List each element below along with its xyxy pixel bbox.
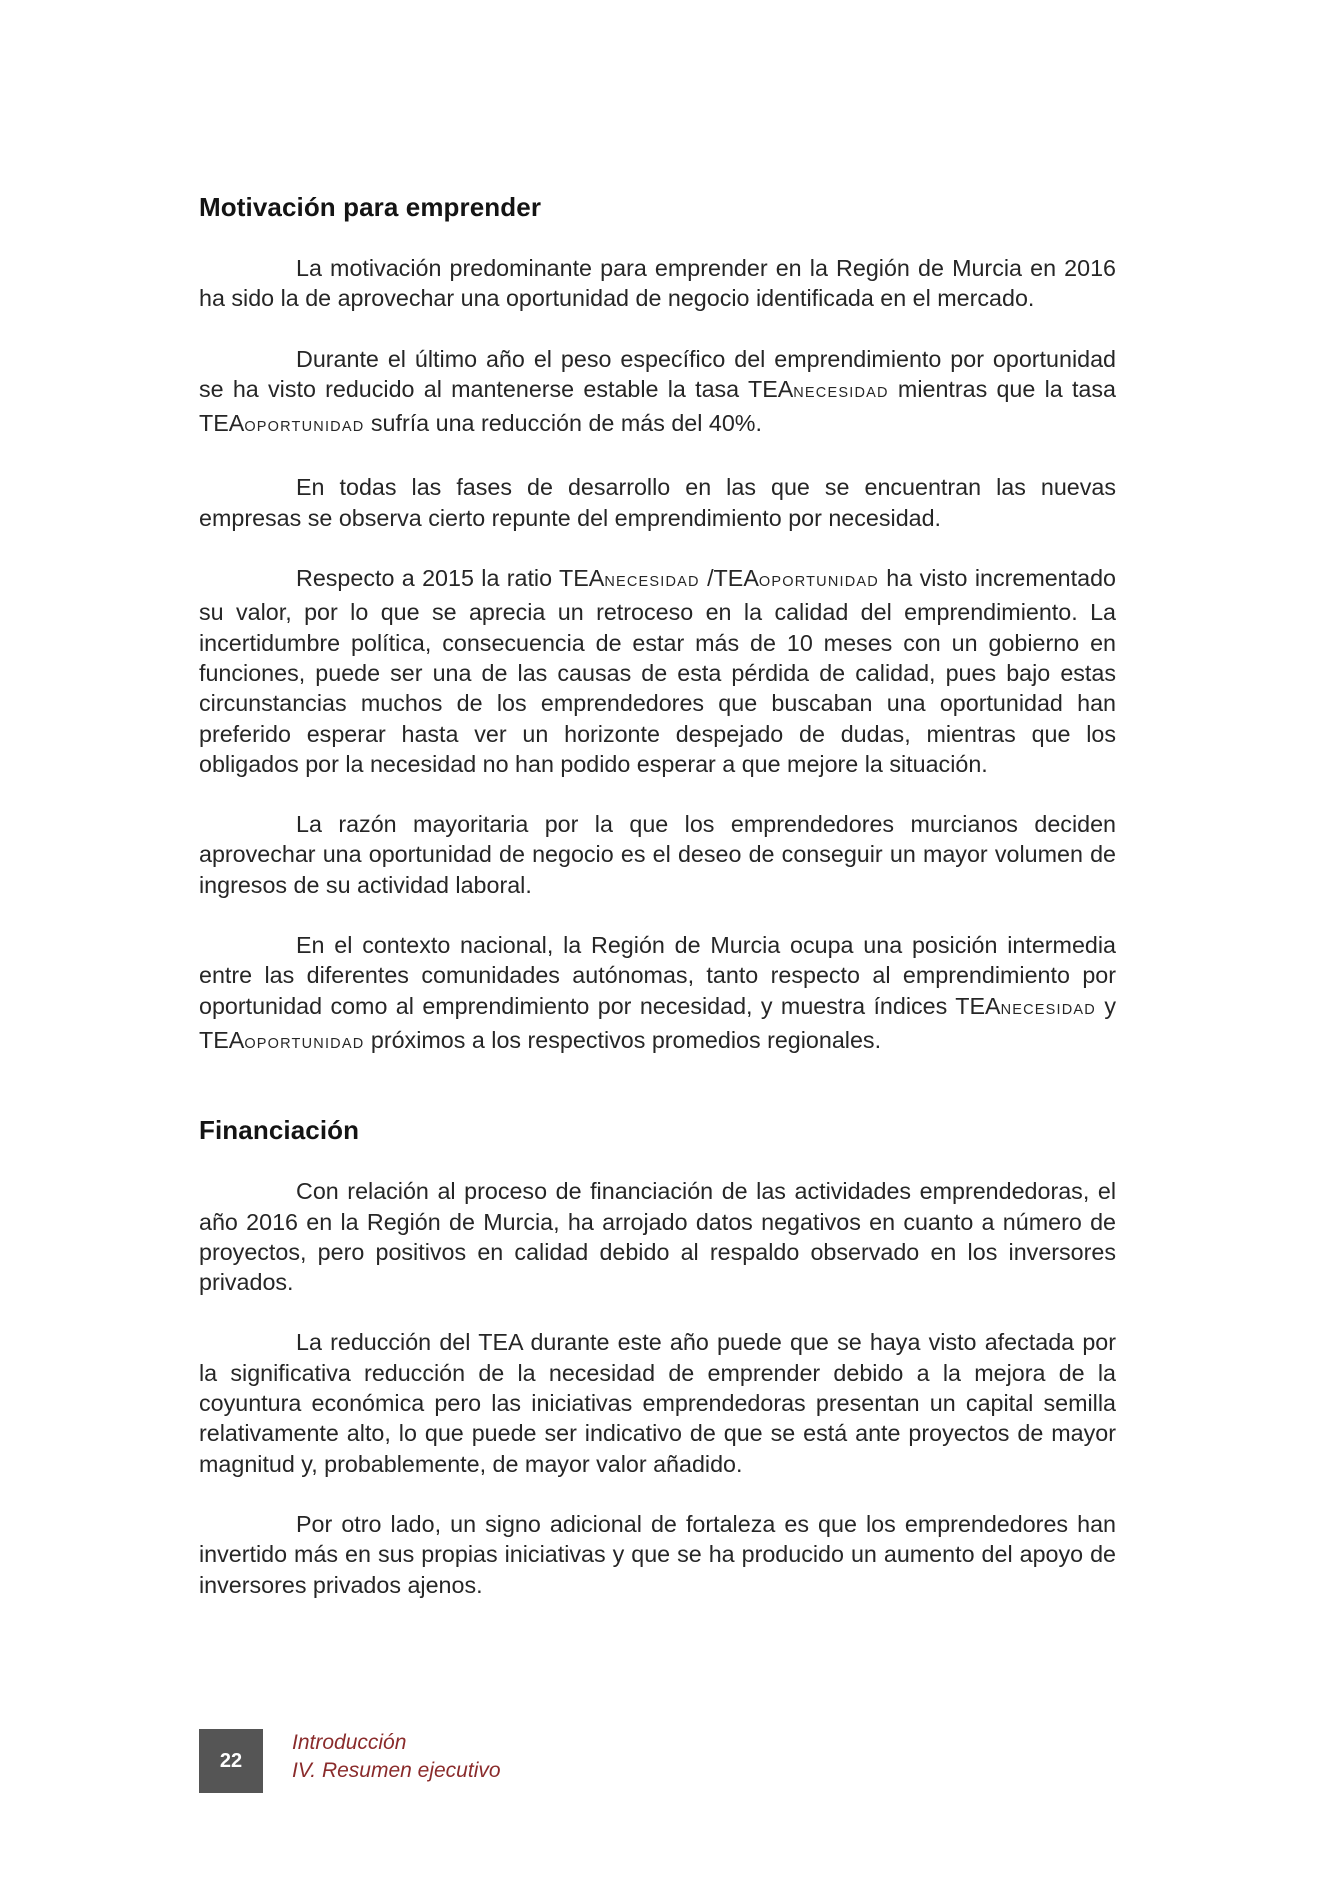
paragraph bbox=[199, 930, 1116, 1059]
footer-section: IV. Resumen ejecutivo bbox=[292, 1759, 501, 1782]
text: Con relación al proceso de financiación de las actividades emprendedoras, el año 2016 en la Región de Murcia, ha arrojado datos negativos en cuanto a número de proyectos, pero positivos en calidad debido al respaldo observado en los inversores privados. bbox=[199, 1178, 1116, 1296]
text: La motivación predominante para emprender en la Región de Murcia en 2016 ha sido la de aprovechar una oportunidad de negocio identificada en el mercado. bbox=[199, 255, 1116, 312]
text: Durante el último año el peso específico del emprendimiento por oportunidad se ha visto reducido al mantenerse estable la tasa TEA bbox=[199, 345, 1116, 402]
main-content bbox=[199, 192, 1116, 1630]
page-footer bbox=[199, 1729, 501, 1793]
text: Respecto a 2015 la ratio TEA bbox=[296, 565, 605, 592]
section-heading-financiacion: Financiación bbox=[199, 1115, 360, 1146]
text: y TEA bbox=[199, 992, 1117, 1053]
text: En todas las fases de desarrollo en las que se encuentran las nuevas empresas se observa cierto repunte del emprendimiento por necesidad. bbox=[199, 474, 1116, 531]
text: ha visto incrementado su valor, por lo que se aprecia un retroceso en la calidad del emprendimiento. La incertidumbre política, consecuencia de estar más de 10 meses con un gobierno en funciones, puede ser una de las causas de esta pérdida de calidad, pues bajo estas circunstancias muchos de los emprendedores que buscaban una oportunidad han preferido esperar hasta ver un horizonte despejado de dudas, mientras que los obligados por la necesidad no han podido esperar a que mejore la situación. bbox=[199, 565, 1116, 777]
paragraph bbox=[199, 344, 1116, 443]
paragraph bbox=[199, 253, 1116, 314]
small-caps-subscript: OPORTUNIDAD bbox=[244, 419, 365, 436]
running-footer bbox=[292, 1729, 501, 1785]
paragraph bbox=[199, 472, 1116, 533]
small-caps-subscript: NECESIDAD bbox=[1000, 1001, 1096, 1018]
small-caps-subscript: OPORTUNIDAD bbox=[244, 1035, 365, 1052]
page-number: 22 bbox=[199, 1729, 263, 1793]
footer-chapter: Introducción bbox=[292, 1731, 407, 1754]
text: La reducción del TEA durante este año puede que se haya visto afectada por la significativa reducción de la necesidad de emprender debido a la mejora de la coyuntura económica pero las iniciativas emprendedoras presentan un capital semilla relativamente alto, lo que puede ser indicativo de que se está ante proyectos de mayor magnitud y, probablemente, de mayor valor añadido. bbox=[199, 1329, 1116, 1477]
paragraph bbox=[199, 563, 1116, 779]
text: Por otro lado, un signo adicional de fortaleza es que los emprendedores han invertido más en sus propias iniciativas y que se ha producido un aumento del apoyo de inversores privados ajenos. bbox=[199, 1510, 1116, 1598]
paragraph bbox=[199, 1327, 1116, 1478]
section-heading-motivacion: Motivación para emprender bbox=[199, 192, 542, 222]
small-caps-subscript: OPORTUNIDAD bbox=[758, 574, 879, 591]
text: /TEA bbox=[699, 565, 759, 592]
text: próximos a los respectivos promedios regionales. bbox=[364, 1026, 882, 1053]
small-caps-subscript: NECESIDAD bbox=[793, 384, 889, 401]
paragraph bbox=[199, 1509, 1116, 1600]
paragraph bbox=[199, 1176, 1116, 1297]
text: mientras que la tasa TEA bbox=[199, 375, 1116, 437]
small-caps-subscript: NECESIDAD bbox=[604, 574, 700, 591]
text: sufría una reducción de más del 40%. bbox=[364, 410, 762, 437]
paragraph bbox=[199, 809, 1116, 900]
text: La razón mayoritaria por la que los emprendedores murcianos deciden aprovechar una oportunidad de negocio es el deseo de conseguir un mayor volumen de ingresos de su actividad laboral. bbox=[199, 811, 1116, 898]
text: En el contexto nacional, la Región de Murcia ocupa una posición intermedia entre las diferentes comunidades autónomas, tanto respecto al emprendimiento por oportunidad como al emprendimiento por necesidad, y muestra índices TEA bbox=[199, 932, 1116, 1019]
